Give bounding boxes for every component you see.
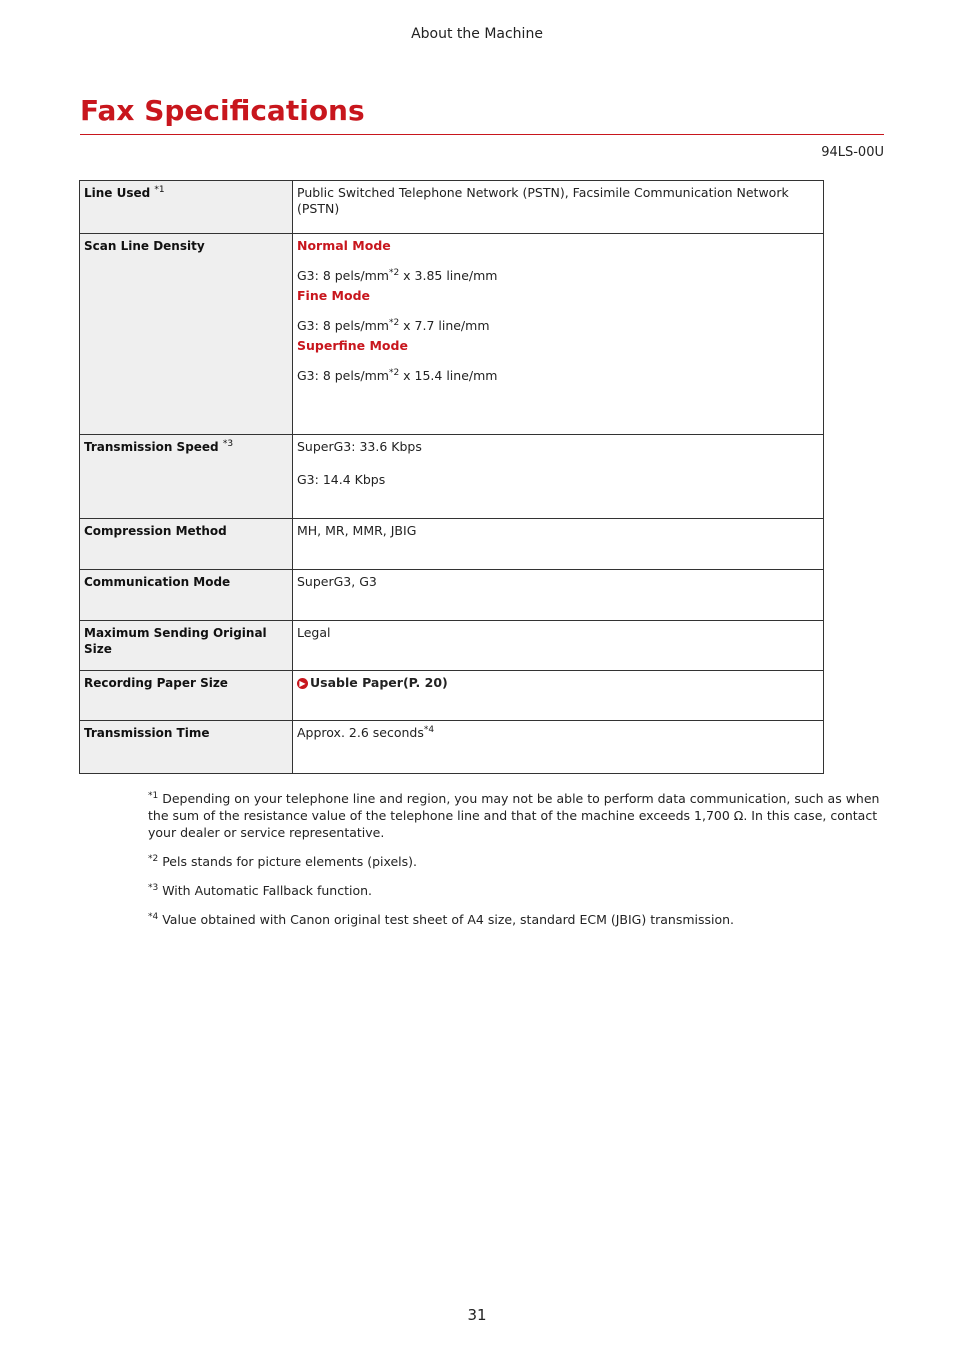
row-label: Transmission Time <box>80 721 293 774</box>
row-value: Legal <box>293 621 824 671</box>
row-label <box>80 435 293 519</box>
mode-value-text: G3: 8 pels/mm <box>297 368 389 383</box>
mode-value-text: x 3.85 line/mm <box>399 268 498 283</box>
row-label: Communication Mode <box>80 570 293 621</box>
row-label: Compression Method <box>80 519 293 570</box>
value-line: G3: 14.4 Kbps <box>297 472 386 487</box>
row-label: Recording Paper Size <box>80 671 293 721</box>
label-text: Transmission Speed <box>84 440 219 454</box>
row-label: Scan Line Density <box>80 234 293 435</box>
row-value: Public Switched Telephone Network (PSTN), Facsimile Communication Network (PSTN) <box>293 181 824 234</box>
label-text: Line Used <box>84 186 151 200</box>
page-number: 31 <box>467 1306 487 1324</box>
table-row <box>80 621 824 671</box>
page-title: Fax Specifications <box>80 94 365 127</box>
arrow-circle-icon: ▶ <box>297 678 308 689</box>
title-divider <box>80 134 884 135</box>
value-text: Approx. 2.6 seconds <box>297 725 424 740</box>
mode-value-text: x 15.4 line/mm <box>399 368 498 383</box>
footnote-text: Value obtained with Canon original test sheet of A4 size, standard ECM (JBIG) transmission. <box>158 912 735 927</box>
table-row <box>80 234 824 435</box>
document-id: 94LS-00U <box>821 145 884 160</box>
row-value <box>293 435 824 519</box>
mode-value <box>297 318 819 334</box>
footnote-mark: *2 <box>148 854 159 864</box>
mode-value-text: x 7.7 line/mm <box>399 318 490 333</box>
link-text: Usable Paper(P. 20) <box>310 675 448 690</box>
footnote-mark: *1 <box>154 185 165 195</box>
footnote-mark: *2 <box>388 268 400 278</box>
table-row <box>80 181 824 234</box>
mode-title: Superfine Mode <box>297 338 408 353</box>
mode-value <box>297 268 819 284</box>
footnotes <box>148 790 886 940</box>
mode-value-text: G3: 8 pels/mm <box>297 318 389 333</box>
value-line: SuperG3: 33.6 Kbps <box>297 439 422 454</box>
footnote-text: Depending on your telephone line and region, you may not be able to perform data communication, such as when the sum of the resistance value of the telephone line and that of the machine exceeds 1,700 Ω. In this case, contact your dealer or service representative. <box>148 791 880 840</box>
table-row <box>80 435 824 519</box>
row-value <box>293 234 824 435</box>
footnote-mark: *2 <box>388 318 400 328</box>
row-value: SuperG3, G3 <box>293 570 824 621</box>
table-row <box>80 721 824 774</box>
footnote-text: Pels stands for picture elements (pixels). <box>158 854 418 869</box>
row-label <box>80 181 293 234</box>
mode-title: Fine Mode <box>297 288 371 303</box>
footnote <box>148 882 886 899</box>
footnote <box>148 790 886 841</box>
mode-value <box>297 368 819 384</box>
table-row <box>80 519 824 570</box>
footnote-mark: *4 <box>148 912 159 922</box>
footnote-mark: *3 <box>148 883 159 893</box>
table-row <box>80 671 824 721</box>
mode-title: Normal Mode <box>297 238 391 253</box>
footnote <box>148 853 886 870</box>
row-value <box>293 721 824 774</box>
row-label: Maximum Sending Original Size <box>80 621 293 671</box>
footnote-mark: *2 <box>388 368 400 378</box>
fax-spec-table <box>79 180 824 774</box>
footnote-mark: *1 <box>148 791 159 801</box>
row-value <box>293 671 824 721</box>
footnote-text: With Automatic Fallback function. <box>158 883 373 898</box>
row-value: MH, MR, MMR, JBIG <box>293 519 824 570</box>
running-header: About the Machine <box>411 26 543 42</box>
usable-paper-link[interactable] <box>297 675 819 691</box>
footnote-mark: *3 <box>222 439 234 449</box>
footnote-mark: *4 <box>423 725 435 735</box>
mode-value-text: G3: 8 pels/mm <box>297 268 389 283</box>
footnote <box>148 911 886 928</box>
table-row <box>80 570 824 621</box>
